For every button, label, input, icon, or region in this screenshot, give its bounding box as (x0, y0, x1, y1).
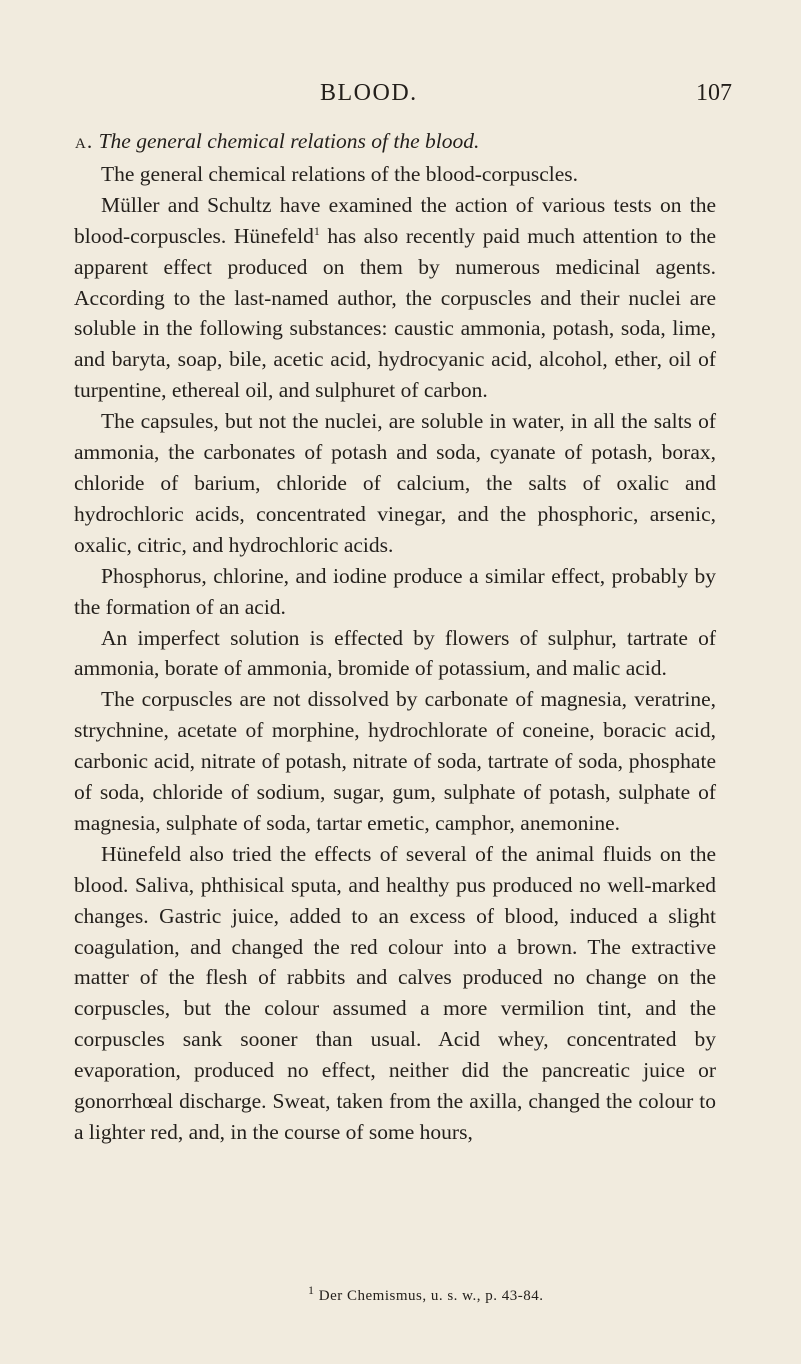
footnote-text: Der Chemismus, u. s. w., p. 43-84. (314, 1288, 544, 1304)
footnote-marker: 1 (308, 1283, 315, 1297)
section-heading (74, 126, 716, 157)
paragraph-2-text-after-ref: has also recently paid much attention to the apparent effect produced on them by numerous medicinal agents. According to the last-named author, the corpuscles and their nuclei are soluble in the following substances: caustic ammonia, potash, soda, lime, and baryta, soap, bile, acetic acid, hydrocyanic acid, alcohol, ether, oil of turpentine, ethereal oil, and sulphuret of carbon. (74, 223, 717, 403)
running-title: BLOOD. (320, 80, 418, 106)
paragraph-7: Hünefeld also tried the effects of several of the animal fluids on the blood. Saliva, phthisical sputa, and healthy pus produced no well-marked changes. Gastric juice, added to an excess of blood, induced a slight coagulation, and changed the red colour into a brown. The extractive matter of the flesh of rabbits and calves produced no change on the corpuscles, but the colour assumed a more vermilion tint, and the corpuscles sank sooner than usual. Acid whey, concentrated by evaporation, produced no effect, neither did the pancreatic juice or gonorrhœal discharge. Sweat, taken from the axilla, changed the colour to a lighter red, and, in the course of some hours, (74, 841, 716, 1144)
paragraph-5: An imperfect solution is effected by flowers of sulphur, tartrate of ammonia, borate of ammonia, bromide of potassium, and malic acid. (74, 625, 716, 681)
paragraph-6: The corpuscles are not dissolved by carbonate of magnesia, veratrine, strychnine, acetate of morphine, hydrochlorate of coneine, boracic acid, carbonic acid, nitrate of potash, nitrate of soda, tartrate of soda, phosphate of soda, chloride of sodium, sugar, gum, sulphate of potash, sulphate of magnesia, sulphate of soda, tartar emetic, camphor, anemonine. (74, 687, 716, 835)
page-number: 107 (696, 80, 732, 106)
section-label: a. (75, 129, 94, 153)
paragraph-2 (74, 190, 716, 406)
paragraph-3: The capsules, but not the nuclei, are soluble in water, in all the salts of ammonia, the carbonates of potash and soda, cyanate of potash, borax, chloride of barium, chloride of calcium, the salts of oxalic and hydrochloric acids, concentrated vinegar, and the phosphoric, arsenic, oxalic, citric, and hydrochloric acids. (74, 409, 716, 557)
section-title: The general chemical relations of the blood. (98, 129, 480, 153)
footnote-reference: 1 (313, 223, 320, 238)
footnote (308, 1283, 544, 1305)
paragraph-1: The general chemical relations of the blood-corpuscles. (101, 161, 578, 186)
paragraph-2-text-before-ref: Müller and Schultz have examined the action of various tests on the blood-corpuscles. Hünefeld (74, 192, 716, 248)
running-head (0, 80, 801, 112)
body-text (74, 126, 716, 1148)
paragraph-4: Phosphorus, chlorine, and iodine produce a similar effect, probably by the formation of an acid. (74, 563, 716, 619)
